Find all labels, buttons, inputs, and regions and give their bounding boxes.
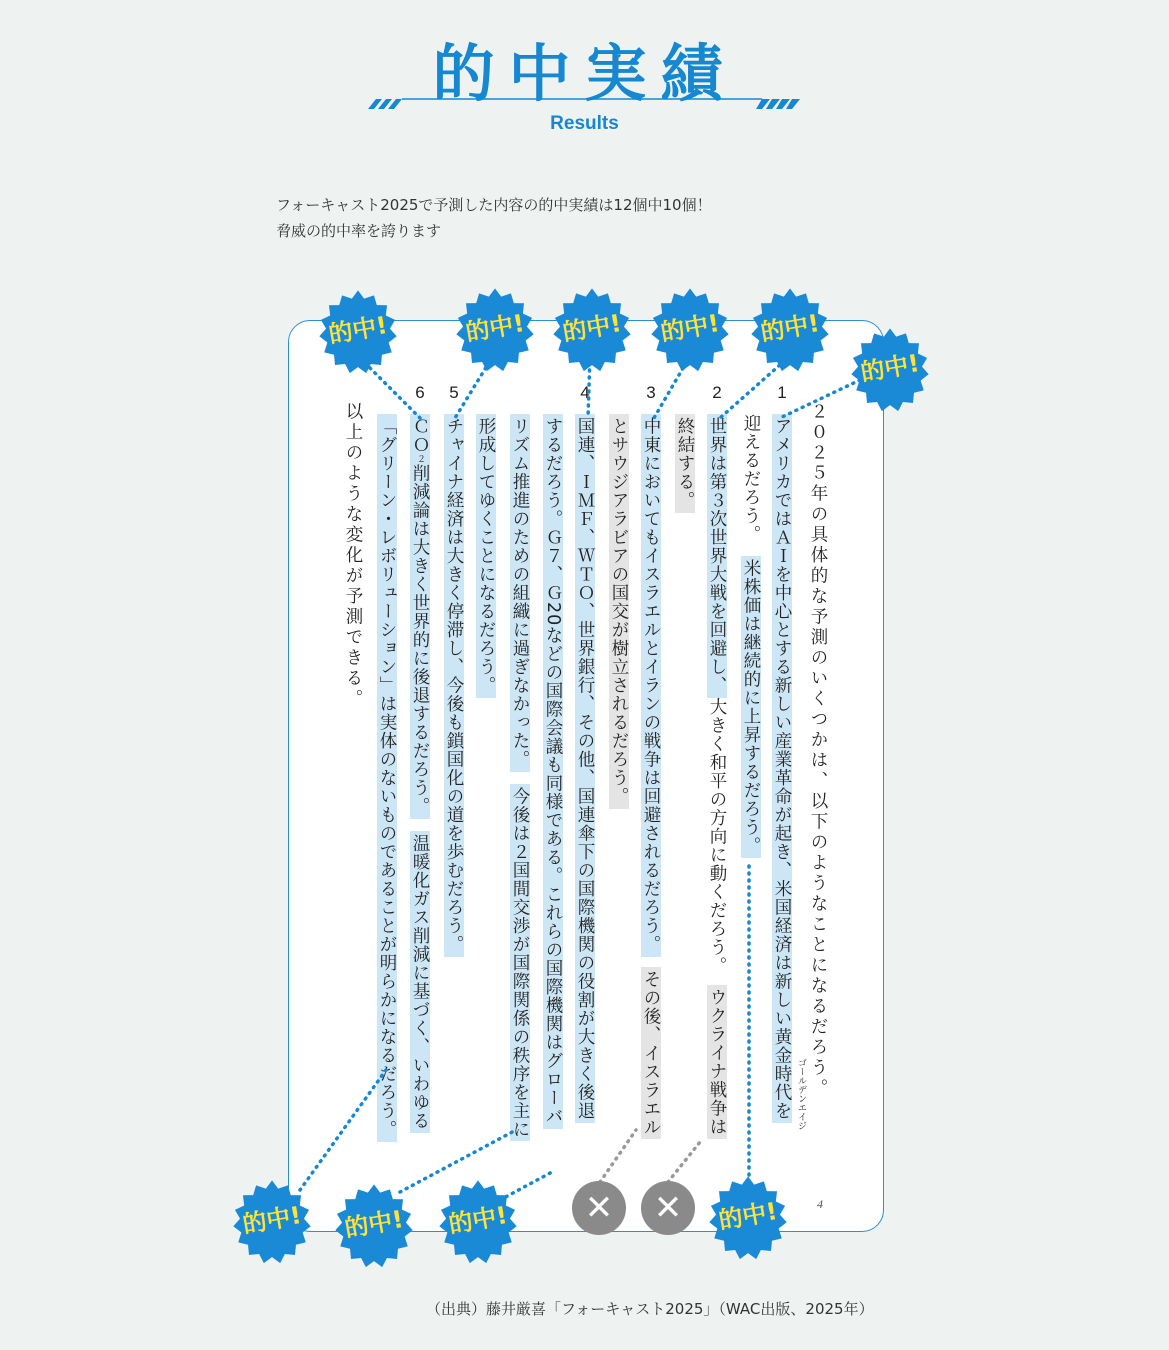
- hit-badge: [310, 282, 406, 378]
- hit-label: 的中!: [858, 349, 922, 387]
- item-number-6: 6: [415, 383, 425, 402]
- page-intro-column: ２０２５年の具体的な予測のいくつかは、以下のようなことになるだろう。: [808, 402, 828, 1099]
- item-1-plain: 迎えるだろう。: [741, 414, 761, 544]
- item-6-highlight-2: 温暖化ガス削減に基づく、いわゆる: [410, 831, 430, 1133]
- item-number-4: 4: [580, 383, 590, 402]
- item-3-grey-2: とサウジアラビアの国交が樹立されるだろう。: [609, 414, 629, 809]
- miss-x-icon: ✕: [572, 1181, 626, 1235]
- hit-label: 的中!: [463, 309, 527, 347]
- item-4-highlight-2: するだろう。Ｇ７、Ｇ20などの国際会議も同様である。これらの国際機関はグローバ: [543, 414, 563, 1129]
- hit-label: 的中!: [716, 1197, 780, 1235]
- item-4-highlight-1: 国連、ＩＭＦ、ＷＴＯ、世界銀行、その他、国連傘下の国際機関の役割が大きく後退: [575, 414, 595, 1123]
- item-4-highlight-4: 今後は２国間交渉が国際関係の秩序を主に: [510, 784, 530, 1142]
- hit-badge: [742, 280, 838, 376]
- hit-badge: [700, 1168, 796, 1264]
- item-2-grey: ウクライナ戦争は: [707, 985, 727, 1139]
- item-number-5: 5: [449, 383, 459, 402]
- item-2-grey-2: 終結する。: [675, 414, 695, 513]
- co2-subscript: ２: [415, 454, 425, 464]
- co2-text-a: ＣＯ: [410, 417, 430, 454]
- item-1-highlight: アメリカではＡＩを中心とする新しい産業革命が起き、米国経済は新しい黄金時代を: [772, 414, 792, 1123]
- item-6-highlight-3: 「グリーン・レボリューション」は実体のないものであることが明らかになるだろう。: [377, 414, 397, 1142]
- hit-label: 的中!: [342, 1205, 406, 1243]
- item-5-highlight: チャイナ経済は大きく停滞し、今後も鎖国化の道を歩むだろう。: [444, 414, 464, 957]
- item-4-highlight-3: リズム推進のための組織に過ぎなかった。: [510, 414, 530, 772]
- item-number-1: 1: [777, 383, 787, 402]
- intro-line-2: 脅威の的中率を誇ります: [276, 222, 442, 240]
- hit-badge: [326, 1176, 422, 1272]
- item-1-ruby: ゴールデンエイジ: [796, 1058, 806, 1130]
- hit-label: 的中!: [240, 1201, 304, 1239]
- hit-badge: [544, 280, 640, 376]
- item-1-highlight-2: 米株価は継続的に上昇するだろう。: [741, 556, 761, 858]
- page-number: 4: [817, 1197, 823, 1211]
- page-subtitle: Results: [550, 113, 619, 134]
- closing-column: 以上のような変化が予測できる。: [343, 402, 363, 710]
- connector-miss-1: [600, 1130, 636, 1182]
- item-2-highlight: 世界は第３次世界大戦を回避し、: [707, 414, 727, 698]
- co2-text-b: 削減論は大きく世界的に後退するだろう。: [410, 464, 430, 816]
- item-4-highlight-5: 形成してゆくことになるだろう。: [476, 414, 496, 698]
- page-title: 的中実績: [432, 37, 737, 110]
- intro-line-1: フォーキャスト2025で予測した内容の的中実績は12個中10個！: [276, 196, 712, 214]
- hit-label: 的中!: [560, 309, 624, 347]
- miss-x-icon: ✕: [641, 1181, 695, 1235]
- hit-label: 的中!: [446, 1201, 510, 1239]
- item-number-2: 2: [712, 383, 722, 402]
- item-3-grey: その後、イスラエル: [641, 967, 661, 1140]
- hit-badge: [430, 1172, 526, 1268]
- hit-badge: [642, 280, 738, 376]
- hit-badge: [224, 1172, 320, 1268]
- hit-badge: [842, 320, 938, 416]
- source-citation: （出典）藤井厳喜「フォーキャスト2025」（WAC出版、2025年）: [426, 1300, 874, 1318]
- hit-badge: [447, 280, 543, 376]
- hit-label: 的中!: [758, 309, 822, 347]
- item-2-plain: 大きく和平の方向に動くだろう。: [707, 697, 727, 975]
- hit-label: 的中!: [658, 309, 722, 347]
- item-number-3: 3: [646, 383, 656, 402]
- hit-label: 的中!: [326, 311, 390, 349]
- item-3-highlight: 中東においてもイスラエルとイランの戦争は回避されるだろう。: [641, 414, 661, 957]
